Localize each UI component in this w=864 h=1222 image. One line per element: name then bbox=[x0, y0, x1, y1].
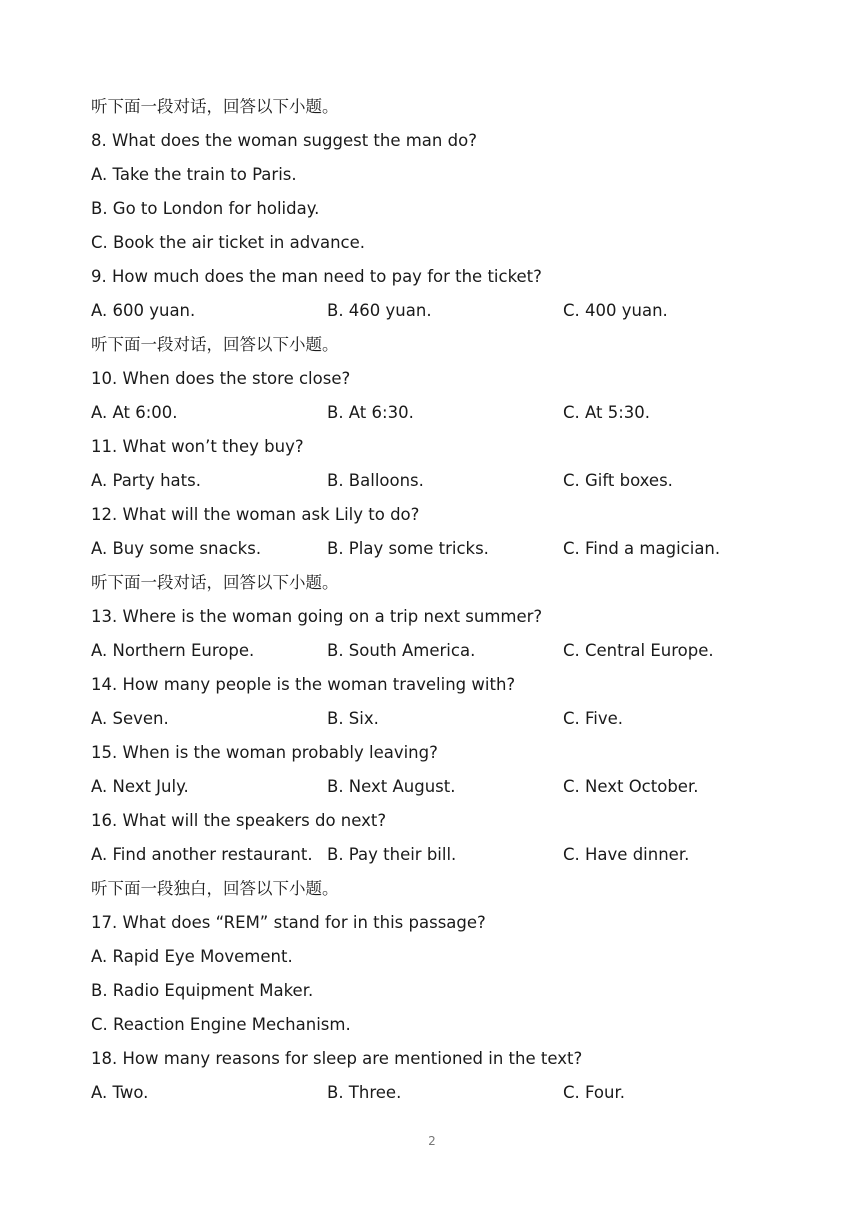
section-instruction: 听下面一段对话，回答以下小题。 bbox=[91, 335, 339, 354]
answer-option-a: A. Two. bbox=[91, 1083, 149, 1102]
question-text: 16. What will the speakers do next? bbox=[91, 811, 387, 830]
answer-options-row bbox=[91, 396, 811, 430]
answer-option: C. Reaction Engine Mechanism. bbox=[91, 1015, 351, 1034]
answer-option-b: B. Six. bbox=[327, 709, 379, 728]
answer-options-row bbox=[91, 702, 811, 736]
answer-option: B. Go to London for holiday. bbox=[91, 199, 320, 218]
exam-page-content bbox=[91, 90, 811, 1110]
answer-option-a: A. Buy some snacks. bbox=[91, 539, 262, 558]
question-text: 10. When does the store close? bbox=[91, 369, 351, 388]
answer-option-c: C. 400 yuan. bbox=[563, 301, 668, 320]
answer-option-a: A. At 6:00. bbox=[91, 403, 178, 422]
answer-option: C. Book the air ticket in advance. bbox=[91, 233, 365, 252]
section-instruction: 听下面一段对话，回答以下小题。 bbox=[91, 573, 339, 592]
answer-option-c: C. Have dinner. bbox=[563, 845, 690, 864]
answer-option-b: B. 460 yuan. bbox=[327, 301, 432, 320]
answer-option: A. Rapid Eye Movement. bbox=[91, 947, 293, 966]
answer-option-a: A. Northern Europe. bbox=[91, 641, 255, 660]
section-instruction: 听下面一段对话，回答以下小题。 bbox=[91, 97, 339, 116]
answer-option-c: C. Four. bbox=[563, 1083, 625, 1102]
answer-option-c: C. Find a magician. bbox=[563, 539, 721, 558]
answer-option-a: A. Seven. bbox=[91, 709, 169, 728]
answer-option: B. Radio Equipment Maker. bbox=[91, 981, 314, 1000]
answer-options-row bbox=[91, 634, 811, 668]
section-instruction: 听下面一段独白，回答以下小题。 bbox=[91, 879, 339, 898]
question-text: 15. When is the woman probably leaving? bbox=[91, 743, 438, 762]
question-text: 13. Where is the woman going on a trip next summer? bbox=[91, 607, 543, 626]
answer-option-a: A. 600 yuan. bbox=[91, 301, 196, 320]
answer-option-a: A. Next July. bbox=[91, 777, 189, 796]
question-text: 17. What does “REM” stand for in this passage? bbox=[91, 913, 486, 932]
question-text: 9. How much does the man need to pay for the ticket? bbox=[91, 267, 542, 286]
answer-options-row bbox=[91, 464, 811, 498]
answer-options-row bbox=[91, 1076, 811, 1110]
answer-option: A. Take the train to Paris. bbox=[91, 165, 297, 184]
answer-option-c: C. Gift boxes. bbox=[563, 471, 673, 490]
page-number: 2 bbox=[428, 1134, 436, 1148]
answer-option-b: B. Three. bbox=[327, 1083, 402, 1102]
answer-option-b: B. Pay their bill. bbox=[327, 845, 457, 864]
question-text: 11. What won’t they buy? bbox=[91, 437, 304, 456]
answer-option-b: B. Balloons. bbox=[327, 471, 424, 490]
question-text: 14. How many people is the woman traveling with? bbox=[91, 675, 516, 694]
question-text: 18. How many reasons for sleep are mentioned in the text? bbox=[91, 1049, 583, 1068]
answer-option-b: B. At 6:30. bbox=[327, 403, 414, 422]
answer-options-row bbox=[91, 294, 811, 328]
question-text: 8. What does the woman suggest the man do? bbox=[91, 131, 477, 150]
answer-options-row bbox=[91, 838, 811, 872]
answer-option-c: C. Central Europe. bbox=[563, 641, 714, 660]
answer-option-b: B. South America. bbox=[327, 641, 476, 660]
answer-option-c: C. Five. bbox=[563, 709, 624, 728]
answer-option-c: C. Next October. bbox=[563, 777, 699, 796]
answer-options-row bbox=[91, 532, 811, 566]
question-text: 12. What will the woman ask Lily to do? bbox=[91, 505, 420, 524]
answer-options-row bbox=[91, 770, 811, 804]
answer-option-a: A. Party hats. bbox=[91, 471, 201, 490]
answer-option-b: B. Play some tricks. bbox=[327, 539, 489, 558]
answer-option-c: C. At 5:30. bbox=[563, 403, 651, 422]
answer-option-a: A. Find another restaurant. bbox=[91, 845, 313, 864]
answer-option-b: B. Next August. bbox=[327, 777, 456, 796]
